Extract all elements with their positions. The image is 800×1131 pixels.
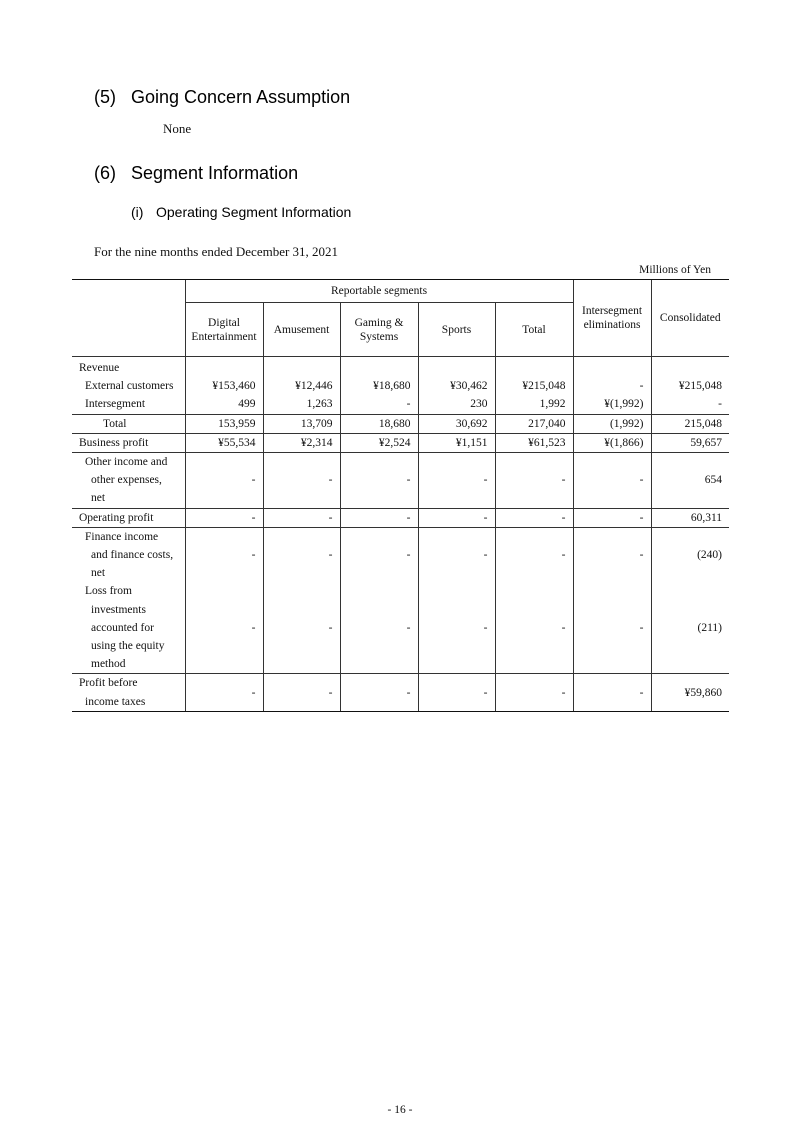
- table-cell: -: [651, 395, 729, 414]
- label-line: accounted for: [91, 621, 154, 634]
- table-row-finance-income: [72, 527, 729, 582]
- table-cell: 1,992: [495, 395, 573, 414]
- period-text: For the nine months ended December 31, 2021: [94, 244, 339, 259]
- column-header-amusement: Amusement: [263, 303, 340, 357]
- row-label: [72, 582, 185, 674]
- table-row-total: [72, 414, 729, 433]
- subsection-heading: [131, 204, 351, 220]
- row-label: Operating profit: [72, 508, 185, 527]
- table-cell: 153,959: [185, 414, 263, 433]
- table-cell: ¥30,462: [418, 377, 495, 395]
- table-cell: -: [185, 674, 263, 711]
- table-cell: ¥2,314: [263, 433, 340, 452]
- column-header-consolidated: Consolidated: [651, 280, 729, 357]
- table-cell: -: [573, 377, 651, 395]
- table-cell: 654: [651, 453, 729, 509]
- label-line: net: [91, 492, 106, 505]
- table-cell: ¥61,523: [495, 433, 573, 452]
- reportable-segments-header: Reportable segments: [185, 280, 573, 303]
- table-cell: ¥12,446: [263, 377, 340, 395]
- table-cell: -: [418, 453, 495, 509]
- table-cell: 1,263: [263, 395, 340, 414]
- table-cell: (240): [651, 527, 729, 582]
- table-cell: -: [263, 527, 340, 582]
- table-row-profit-before-taxes: [72, 674, 729, 711]
- table-cell: -: [340, 395, 418, 414]
- table-cell: ¥1,151: [418, 433, 495, 452]
- table-cell: -: [185, 582, 263, 674]
- table-cell: ¥215,048: [651, 377, 729, 395]
- row-label: Total: [72, 414, 185, 433]
- label-line: net: [91, 567, 106, 580]
- section-number: (5): [94, 87, 116, 107]
- label-line: Profit before: [79, 677, 138, 690]
- table-row-business-profit: [72, 433, 729, 452]
- row-label: Revenue: [72, 357, 185, 378]
- table-cell: -: [340, 453, 418, 509]
- table-row-equity-method-loss: [72, 582, 729, 674]
- page-number: - 16 -: [387, 1104, 413, 1116]
- table-cell: -: [340, 674, 418, 711]
- table-cell: -: [185, 453, 263, 509]
- table-cell: -: [263, 674, 340, 711]
- table-cell: -: [495, 582, 573, 674]
- table-cell: ¥2,524: [340, 433, 418, 452]
- table-cell: -: [263, 453, 340, 509]
- section-title: Going Concern Assumption: [131, 87, 351, 107]
- table-cell: (211): [651, 582, 729, 674]
- table-cell: 30,692: [418, 414, 495, 433]
- column-header-digital-entertainment: Digital Entertainment: [185, 303, 263, 357]
- table-row-operating-profit: [72, 508, 729, 527]
- row-label: [72, 453, 185, 509]
- table-cell: -: [263, 508, 340, 527]
- row-label: [72, 674, 185, 711]
- subsection-number: (i): [131, 204, 144, 220]
- table-row-intersegment: [72, 395, 729, 414]
- table-cell: 230: [418, 395, 495, 414]
- table-row-external-customers: [72, 377, 729, 395]
- table-cell: -: [573, 527, 651, 582]
- table-cell: -: [573, 453, 651, 509]
- table-cell: -: [573, 508, 651, 527]
- none-text: None: [163, 121, 192, 136]
- row-label: [72, 527, 185, 582]
- table-cell: 18,680: [340, 414, 418, 433]
- label-line: and finance costs,: [91, 549, 174, 562]
- label-line: using the equity: [91, 640, 165, 653]
- segment-table: [72, 279, 729, 712]
- column-header-gaming-systems: Gaming & Systems: [340, 303, 418, 357]
- label-line: method: [91, 658, 126, 671]
- table-row-other-income: [72, 453, 729, 509]
- subsection-title: Operating Segment Information: [156, 204, 352, 220]
- column-header-intersegment: Intersegment eliminations: [573, 280, 651, 357]
- table-cell: -: [263, 582, 340, 674]
- table-cell: ¥(1,866): [573, 433, 651, 452]
- table-cell: 215,048: [651, 414, 729, 433]
- table-cell: 60,311: [651, 508, 729, 527]
- table-cell: ¥18,680: [340, 377, 418, 395]
- table-cell: 59,657: [651, 433, 729, 452]
- table-cell: -: [495, 508, 573, 527]
- table-cell: 217,040: [495, 414, 573, 433]
- table-cell: -: [340, 582, 418, 674]
- table-cell: -: [418, 674, 495, 711]
- row-label: Business profit: [72, 433, 185, 452]
- label-line: Finance income: [85, 530, 159, 543]
- table-cell: -: [495, 674, 573, 711]
- row-label: External customers: [85, 380, 174, 393]
- label-line: Other income and: [85, 456, 168, 469]
- section-number: (6): [94, 163, 116, 183]
- table-cell: ¥59,860: [651, 674, 729, 711]
- row-label: Intersegment: [85, 398, 146, 411]
- table-cell: -: [573, 674, 651, 711]
- table-row-revenue: [72, 357, 729, 378]
- table-cell: -: [185, 508, 263, 527]
- table-cell: -: [185, 527, 263, 582]
- label-line: Loss from: [85, 585, 132, 598]
- column-header-total: Total: [495, 303, 573, 357]
- table-cell: -: [573, 582, 651, 674]
- column-header-sports: Sports: [418, 303, 495, 357]
- label-line: income taxes: [85, 695, 146, 708]
- table-cell: -: [495, 527, 573, 582]
- table-cell: ¥55,534: [185, 433, 263, 452]
- label-line: investments: [91, 603, 146, 616]
- table-cell: 499: [185, 395, 263, 414]
- table-cell: ¥215,048: [495, 377, 573, 395]
- table-cell: 13,709: [263, 414, 340, 433]
- section-heading-going-concern: [94, 87, 350, 108]
- table-cell: -: [418, 582, 495, 674]
- units-label: Millions of Yen: [639, 264, 711, 276]
- table-cell: ¥(1,992): [573, 395, 651, 414]
- section-heading-segment-information: [94, 163, 298, 184]
- table-cell: -: [418, 527, 495, 582]
- table-cell: ¥153,460: [185, 377, 263, 395]
- label-line: other expenses,: [91, 474, 162, 487]
- section-title: Segment Information: [131, 163, 299, 183]
- table-cell: -: [495, 453, 573, 509]
- table-cell: (1,992): [573, 414, 651, 433]
- table-cell: -: [340, 527, 418, 582]
- table-cell: -: [340, 508, 418, 527]
- table-cell: -: [418, 508, 495, 527]
- header-blank: [72, 280, 185, 357]
